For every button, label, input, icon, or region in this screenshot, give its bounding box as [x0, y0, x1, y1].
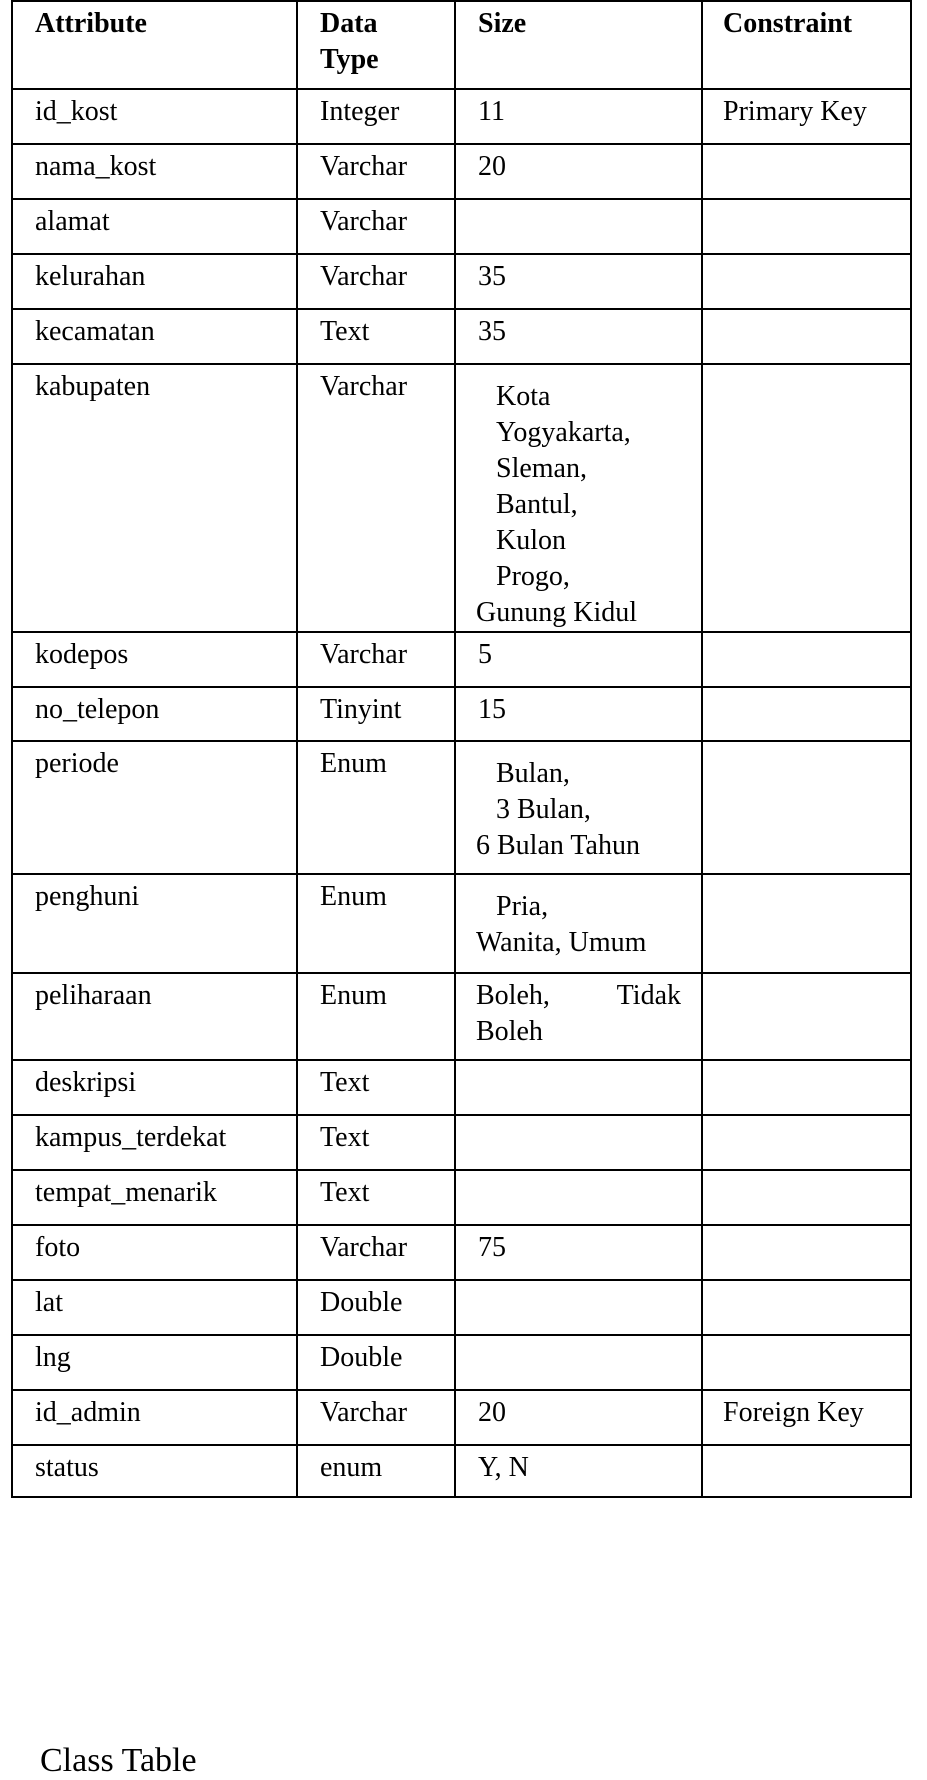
table-row	[12, 632, 911, 687]
data-type-cell: Enum	[297, 973, 455, 1060]
size-cell	[455, 364, 702, 632]
size-line: 35	[478, 316, 506, 347]
size-line: 35	[478, 261, 506, 292]
attribute-cell: lat	[12, 1280, 297, 1335]
data-type-cell: Tinyint	[297, 687, 455, 741]
data-type-cell: Varchar	[297, 254, 455, 309]
data-type-cell: Double	[297, 1280, 455, 1335]
constraint-cell	[702, 1170, 911, 1225]
header-attribute: Attribute	[12, 1, 297, 89]
size-line: 75	[478, 1232, 506, 1263]
size-cell	[455, 874, 702, 973]
size-line: Wanita, Umum	[476, 927, 647, 958]
header-data-type: Data Type	[297, 1, 455, 89]
size-line: Boleh, Tidak	[476, 980, 681, 1011]
size-line: Bantul,	[496, 489, 578, 520]
attribute-cell: foto	[12, 1225, 297, 1280]
table-row	[12, 199, 911, 254]
table-row	[12, 1225, 911, 1280]
constraint-cell	[702, 1445, 911, 1497]
size-line: Kulon	[496, 525, 566, 556]
data-type-cell: Varchar	[297, 199, 455, 254]
data-type-cell: Varchar	[297, 144, 455, 199]
size-cell	[455, 741, 702, 874]
size-line: 6 Bulan Tahun	[476, 830, 640, 861]
data-type-cell: Enum	[297, 741, 455, 874]
table-row	[12, 1445, 911, 1497]
table-row	[12, 309, 911, 364]
attribute-cell: deskripsi	[12, 1060, 297, 1115]
attribute-cell: no_telepon	[12, 687, 297, 741]
attribute-table	[11, 0, 912, 1498]
size-cell	[455, 309, 702, 364]
size-line: Sleman,	[496, 453, 587, 484]
table-row	[12, 741, 911, 874]
size-cell	[455, 973, 702, 1060]
attribute-cell: periode	[12, 741, 297, 874]
size-line: Y, N	[478, 1452, 529, 1483]
caption: Class Table	[40, 1742, 197, 1779]
table-row	[12, 973, 911, 1060]
constraint-cell	[702, 1225, 911, 1280]
table-row	[12, 687, 911, 741]
table-row	[12, 1115, 911, 1170]
data-type-cell: Integer	[297, 89, 455, 144]
size-line: Gunung Kidul	[476, 597, 637, 628]
constraint-cell	[702, 973, 911, 1060]
constraint-cell: Foreign Key	[702, 1390, 911, 1445]
table-row	[12, 1170, 911, 1225]
size-line: 15	[478, 694, 506, 725]
header-constraint: Constraint	[702, 1, 911, 89]
data-type-cell: Varchar	[297, 632, 455, 687]
size-cell	[455, 687, 702, 741]
constraint-cell	[702, 687, 911, 741]
attribute-cell: alamat	[12, 199, 297, 254]
size-cell	[455, 632, 702, 687]
size-line: 5	[478, 639, 492, 670]
constraint-cell	[702, 144, 911, 199]
size-cell	[455, 254, 702, 309]
size-cell	[455, 1390, 702, 1445]
table-row	[12, 1390, 911, 1445]
table-header-row	[12, 1, 911, 89]
attribute-cell: tempat_menarik	[12, 1170, 297, 1225]
size-cell	[455, 89, 702, 144]
constraint-cell	[702, 199, 911, 254]
data-type-cell: Varchar	[297, 1390, 455, 1445]
constraint-cell	[702, 874, 911, 973]
attribute-cell: peliharaan	[12, 973, 297, 1060]
size-line: Boleh	[476, 1016, 543, 1047]
size-cell	[455, 1060, 702, 1115]
data-type-cell: Varchar	[297, 364, 455, 632]
constraint-cell	[702, 309, 911, 364]
size-line: Pria,	[496, 891, 549, 922]
attribute-cell: id_admin	[12, 1390, 297, 1445]
size-cell	[455, 144, 702, 199]
size-line: 3 Bulan,	[496, 794, 591, 825]
attribute-cell: status	[12, 1445, 297, 1497]
constraint-cell	[702, 1280, 911, 1335]
data-type-cell: Text	[297, 1060, 455, 1115]
data-type-cell: Double	[297, 1335, 455, 1390]
size-line: 20	[478, 151, 506, 182]
size-line: Progo,	[496, 561, 570, 592]
data-type-cell: Varchar	[297, 1225, 455, 1280]
header-size: Size	[455, 1, 702, 89]
attribute-cell: id_kost	[12, 89, 297, 144]
constraint-cell	[702, 1060, 911, 1115]
size-cell	[455, 1115, 702, 1170]
table-row	[12, 254, 911, 309]
size-cell	[455, 1280, 702, 1335]
constraint-cell	[702, 364, 911, 632]
size-line: Kota	[496, 381, 551, 412]
constraint-cell	[702, 1115, 911, 1170]
data-type-cell: Text	[297, 1115, 455, 1170]
size-cell	[455, 1445, 702, 1497]
table-row	[12, 1335, 911, 1390]
size-line: Yogyakarta,	[496, 417, 631, 448]
size-cell	[455, 1170, 702, 1225]
constraint-cell	[702, 632, 911, 687]
data-type-cell: Text	[297, 309, 455, 364]
data-type-cell: Enum	[297, 874, 455, 973]
size-line: Bulan,	[496, 758, 570, 789]
size-line: 20	[478, 1397, 506, 1428]
size-cell	[455, 1225, 702, 1280]
attribute-cell: kampus_terdekat	[12, 1115, 297, 1170]
attribute-cell: kabupaten	[12, 364, 297, 632]
attribute-cell: kelurahan	[12, 254, 297, 309]
table-row	[12, 144, 911, 199]
table-row	[12, 1060, 911, 1115]
constraint-cell	[702, 254, 911, 309]
size-line: 11	[478, 96, 505, 127]
attribute-cell: kecamatan	[12, 309, 297, 364]
table-row	[12, 1280, 911, 1335]
attribute-cell: penghuni	[12, 874, 297, 973]
attribute-cell: lng	[12, 1335, 297, 1390]
constraint-cell	[702, 1335, 911, 1390]
table-row	[12, 874, 911, 973]
table-row	[12, 364, 911, 632]
size-cell	[455, 199, 702, 254]
attribute-cell: nama_kost	[12, 144, 297, 199]
table-row	[12, 89, 911, 144]
constraint-cell: Primary Key	[702, 89, 911, 144]
size-cell	[455, 1335, 702, 1390]
data-type-cell: Text	[297, 1170, 455, 1225]
constraint-cell	[702, 741, 911, 874]
attribute-cell: kodepos	[12, 632, 297, 687]
data-type-cell: enum	[297, 1445, 455, 1497]
